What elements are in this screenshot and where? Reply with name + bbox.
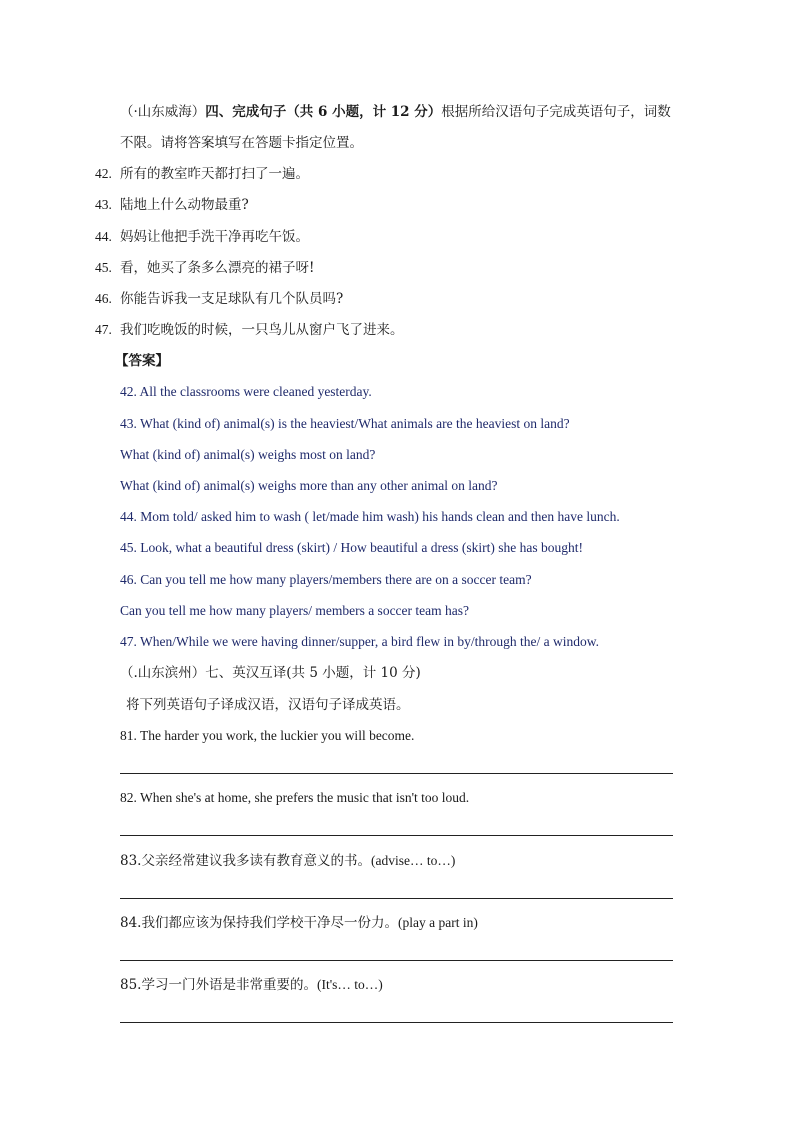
question-number: 42. [95,166,112,181]
translation-en: 82. When she's at home, she prefers the music that isn't too loud. [120,790,470,805]
section2-header: （.山东滨州）七、英汉互译(共 5 小题，计 10 分) [120,665,421,681]
translation-en: 81. The harder you work, the luckier you will become. [120,728,415,743]
section2-instruction: 将下列英语句子译成汉语，汉语句子译成英语。 [126,697,410,713]
question-number: 45. [95,260,112,275]
translation-hint: (advise… to…) [370,853,456,868]
question-item [95,259,314,277]
question-text: 你能告诉我一支足球队有几个队员吗? [120,291,344,307]
question-number: 46. [95,291,112,306]
question-text: 我们吃晚饭的时候，一只鸟儿从窗户飞了进来。 [120,322,404,338]
answer-blank-line[interactable] [120,960,673,961]
answer-line: 44. Mom told/ asked him to wash ( let/made him wash) his hands clean and then have lunch. [120,509,620,524]
question-item [95,196,249,214]
translation-item [120,914,478,932]
answer-blank-line[interactable] [120,773,673,774]
question-number: 44. [95,229,112,244]
answer-line: 45. Look, what a beautiful dress (skirt) / How beautiful a dress (skirt) she has bought! [120,540,584,555]
translation-item [120,976,383,994]
section-instruction-cont: 不限。请将答案填写在答题卡指定位置。 [120,135,363,151]
question-text: 所有的教室昨天都打扫了一遍。 [120,166,309,182]
translation-cn: 84.我们都应该为保持我们学校干净尽一份力。 [120,915,398,931]
section-instruction: 根据所给汉语句子完成英语句子，词数 [441,104,671,120]
translation-cn: 85.学习一门外语是非常重要的。 [120,977,317,993]
answer-blank-line[interactable] [120,1022,673,1023]
translation-item [120,789,469,807]
question-item [95,228,309,246]
answer-label: 【答案】 [115,353,169,369]
answer-line: 43. What (kind of) animal(s) is the heaviest/What animals are the heaviest on land? [120,416,570,431]
answer-line: 47. When/While we were having dinner/supper, a bird flew in by/through the/ a window. [120,634,599,649]
translation-item [120,852,455,870]
question-item [95,321,404,339]
question-text: 妈妈让他把手洗干净再吃午饭。 [120,229,309,245]
translation-hint: (It's… to…) [316,977,383,992]
question-text: 陆地上什么动物最重? [120,197,249,213]
answer-blank-line[interactable] [120,835,673,836]
answer-blank-line[interactable] [120,898,673,899]
question-text: 看，她买了条多么漂亮的裙子呀! [120,260,315,276]
section-title: 四、完成句子（共 6 小题，计 12 分） [205,104,442,120]
question-number: 43. [95,197,112,212]
translation-hint: (play a part in) [397,915,478,930]
question-item [95,165,309,183]
answer-line: 42. All the classrooms were cleaned yesterday. [120,384,372,399]
answer-line: Can you tell me how many players/ members a soccer team has? [120,603,470,618]
section-header [120,103,671,121]
answer-line: What (kind of) animal(s) weighs more than any other animal on land? [120,478,498,493]
question-item [95,290,343,308]
section-source: （·山东威海） [120,104,206,120]
answer-line: 46. Can you tell me how many players/members there are on a soccer team? [120,572,532,587]
question-number: 47. [95,322,112,337]
translation-cn: 83.父亲经常建议我多读有教育意义的书。 [120,853,371,869]
answer-line: What (kind of) animal(s) weighs most on land? [120,447,376,462]
translation-item [120,727,414,745]
